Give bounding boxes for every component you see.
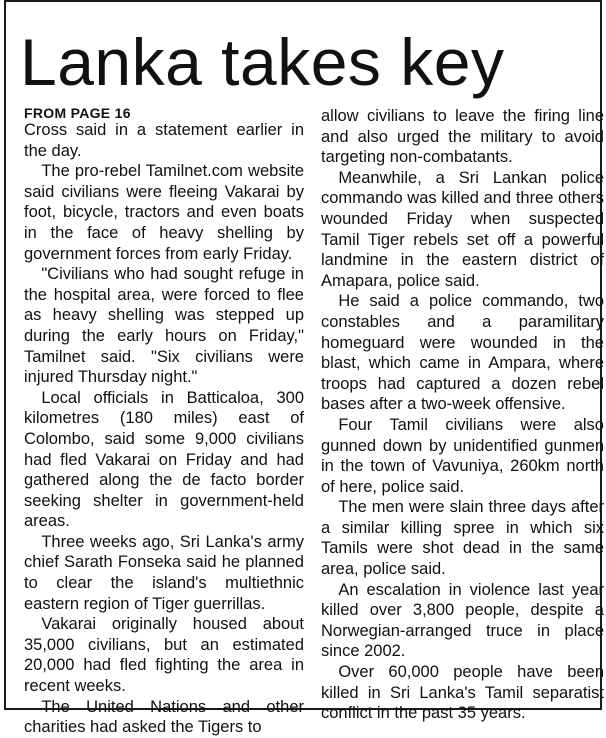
paragraph: Vakarai originally housed about 35,000 civilians, but an estimated 20,000 had fled fighting the area in recent weeks. bbox=[24, 615, 304, 696]
left-column bbox=[24, 106, 304, 738]
paragraph: Local officials in Batticaloa, 300 kilometres (180 miles) east of Colombo, said some 9,000 civilians had fled Vakarai on Friday and had gathered along the de facto border seeking shelter in government-held areas. bbox=[24, 388, 304, 531]
headline: Lanka takes key bbox=[20, 25, 505, 99]
article-body bbox=[24, 106, 604, 738]
paragraph: The men were slain three days after a similar killing spree in which six Tamils were shot dead in the same area, police said. bbox=[321, 498, 604, 579]
paragraph: An escalation in violence last year killed over 3,800 people, despite a Norwegian-arranged truce in place since 2002. bbox=[321, 580, 604, 661]
paragraph: "Civilians who had sought refuge in the hospital area, were forced to flee as heavy shelling was stepped up during the early hours on Friday," Tamilnet said. "Six civilians were injured Thursday night." bbox=[24, 265, 304, 387]
paragraph: Over 60,000 people have been killed in Sri Lanka's Tamil separatist conflict in the past 35 years. bbox=[321, 663, 604, 723]
paragraph: The United Nations and other charities had asked the Tigers to bbox=[24, 697, 304, 737]
paragraph: Three weeks ago, Sri Lanka's army chief Sarath Fonseka said he planned to clear the island's multiethnic eastern region of Tiger guerrillas. bbox=[24, 532, 304, 613]
paragraph: Cross said in a statement earlier in the day. bbox=[24, 121, 304, 160]
paragraph: Four Tamil civilians were also gunned down by unidentified gunmen in the town of Vavuniya, 260km north of here, police said. bbox=[321, 415, 604, 496]
paragraph: The pro-rebel Tamilnet.com website said civilians were fleeing Vakarai by foot, bicycle, tractors and even boats in the face of heavy shelling by government forces from early Friday. bbox=[24, 162, 304, 263]
paragraph: He said a police commando, two constables and a paramilitary homeguard were wounded in the blast, which came in Ampara, where troops had captured a dozen rebel bases after a two-week offensive. bbox=[321, 292, 604, 414]
newspaper-clipping bbox=[4, 0, 604, 737]
continued-from-label: FROM PAGE 16 bbox=[24, 105, 131, 121]
paragraph: Meanwhile, a Sri Lankan police commando was killed and three others wounded Friday when suspected Tamil Tiger rebels set off a powerful landmine in the eastern district of Amapara, police said. bbox=[321, 168, 604, 290]
right-column bbox=[321, 106, 604, 738]
paragraph: allow civilians to leave the firing line and also urged the military to avoid targeting non-combatants. bbox=[321, 107, 604, 167]
